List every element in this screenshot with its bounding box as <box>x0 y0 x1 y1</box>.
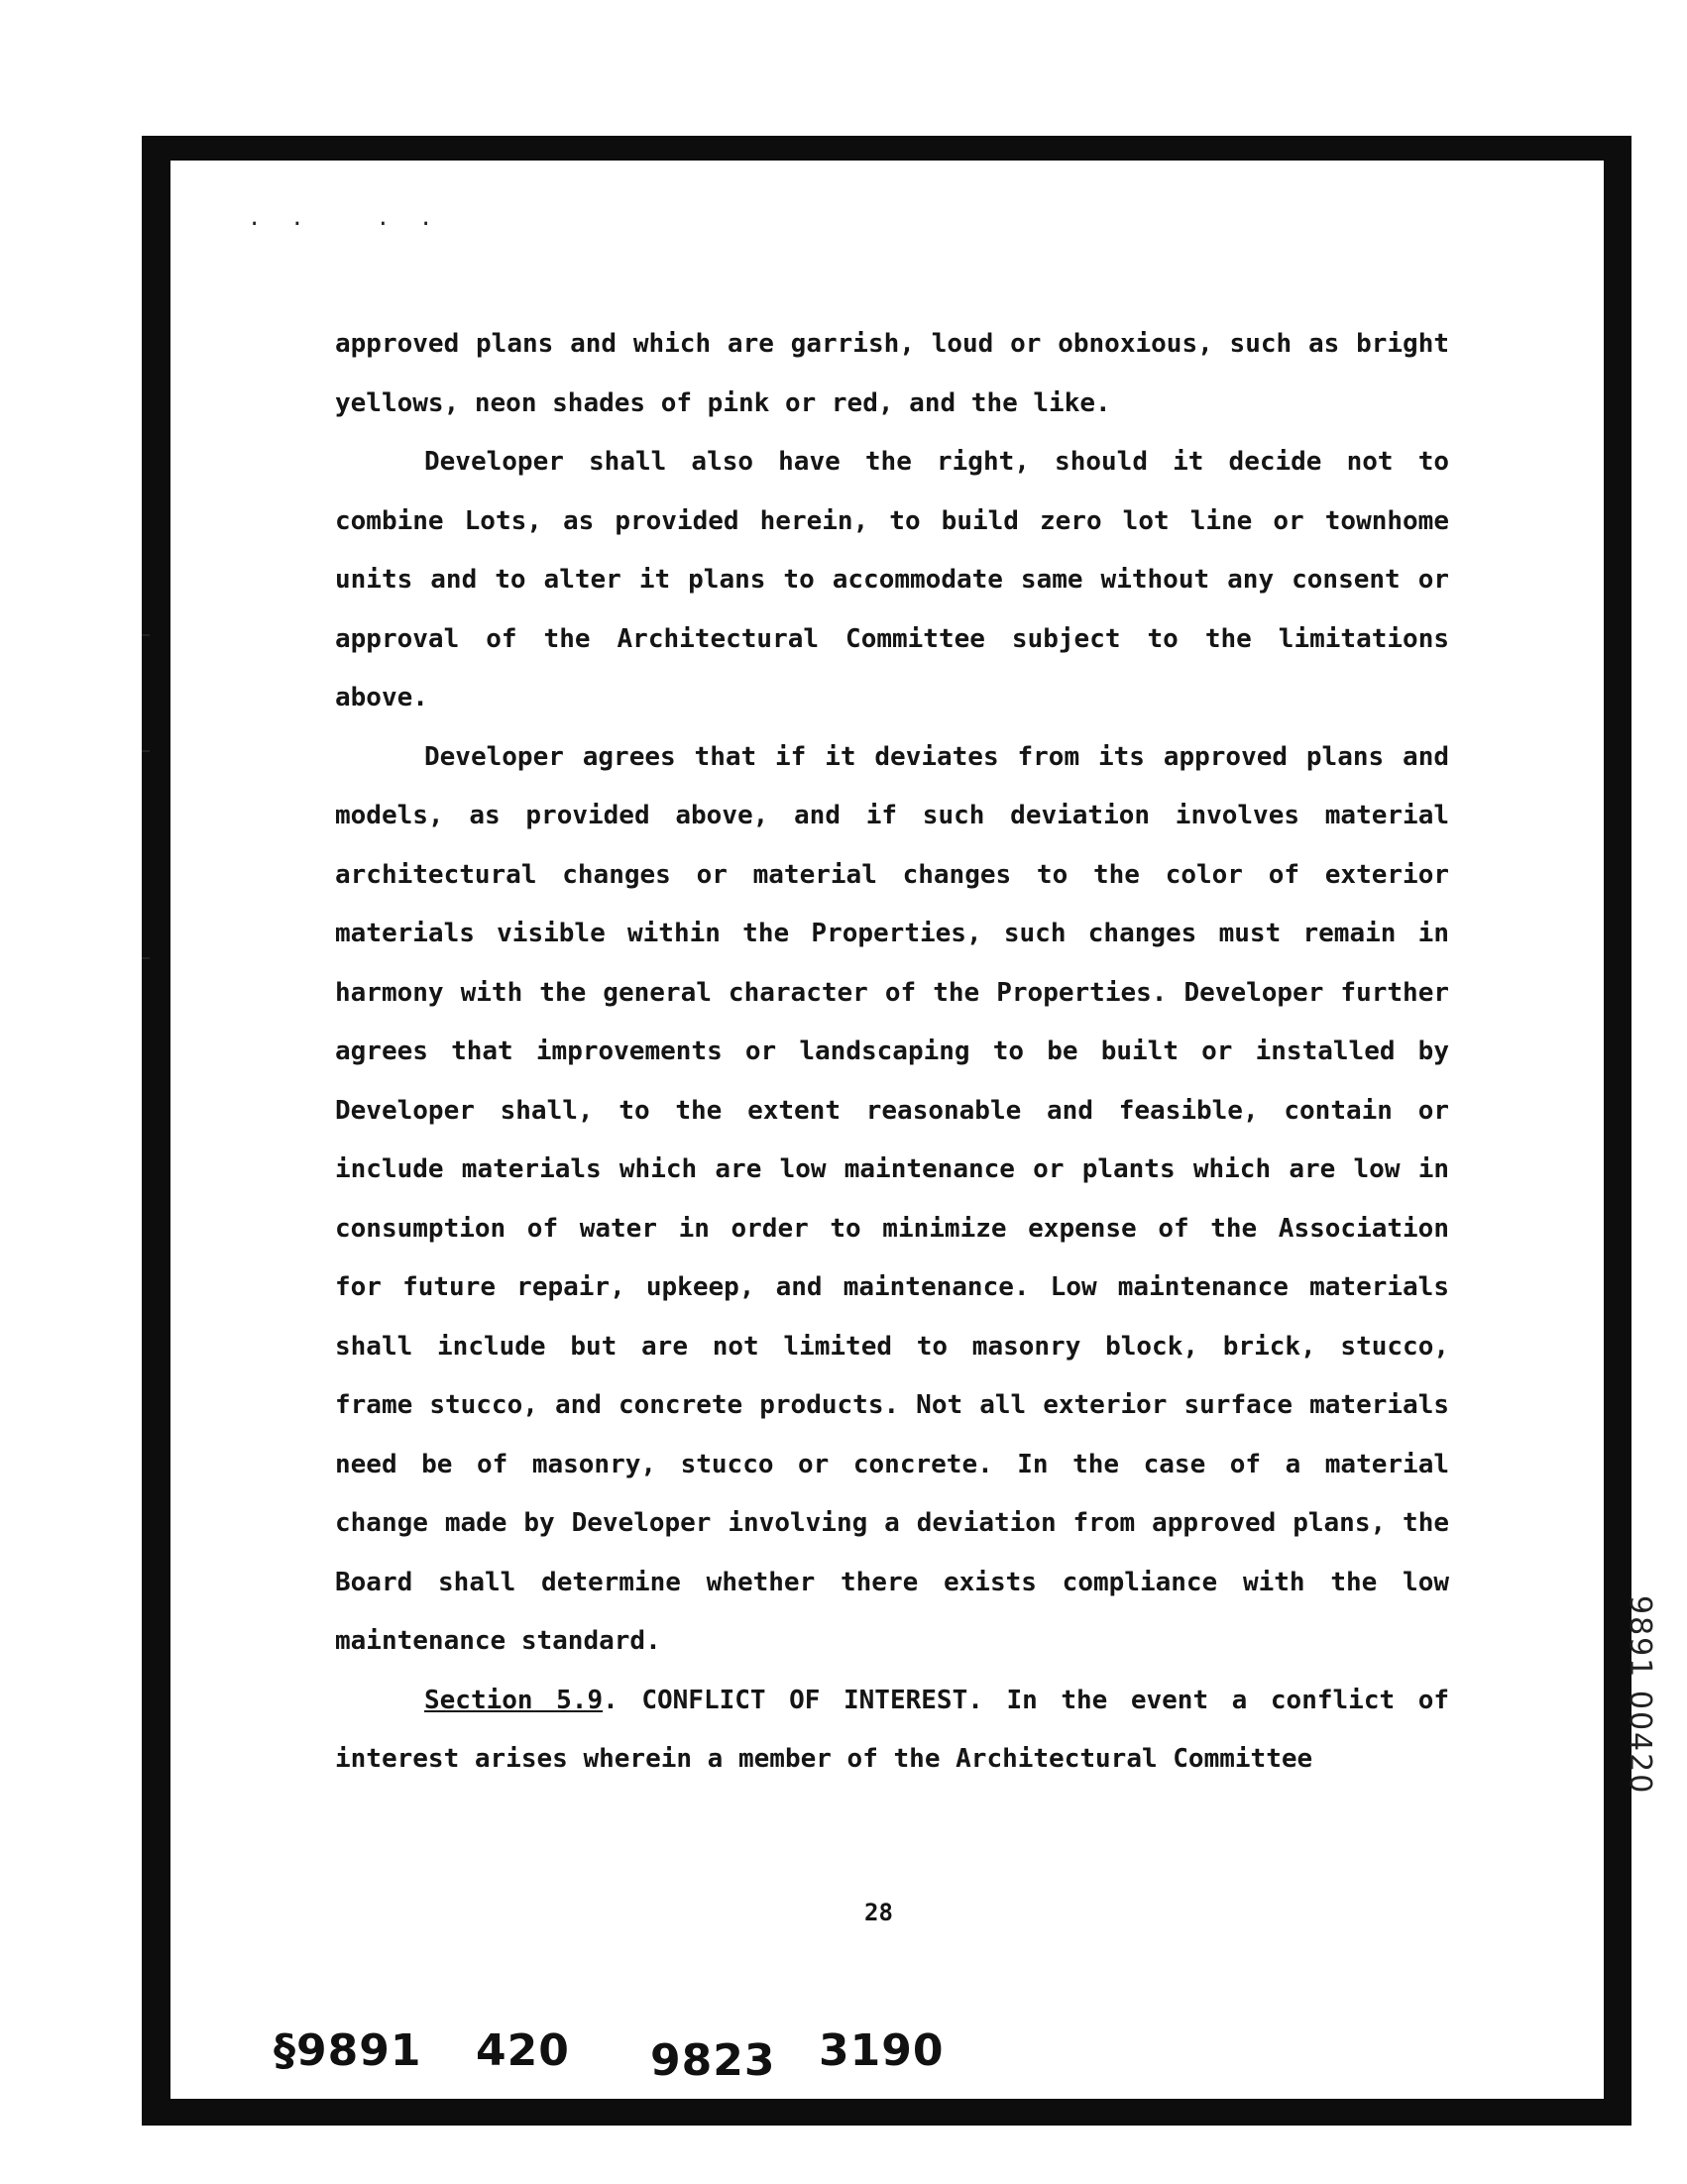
bates-stamp-2: 420 <box>476 2025 570 2076</box>
paragraph-3: Developer agrees that if it deviates from its approved plans and models, as provided above, and if such deviation involves material architectural changes or material changes to the color of exterior materials visible within the Properties, such changes must remain in harmony with the general character of the Properties. Developer further agrees that improvements or landscaping to be built or installed by Developer shall, to the extent reasonable and feasible, contain or include materials which are low maintenance or plants which are low in consumption of water in order to minimize expense of the Association for future repair, upkeep, and maintenance. Low maintenance materials shall include but are not limited to masonry block, brick, stucco, frame stucco, and concrete products. Not all exterior surface materials need be of masonry, stucco or concrete. In the case of a material change made by Developer involving a deviation from approved plans, the Board shall determine whether there exists compliance with the low maintenance standard. <box>335 741 1449 1656</box>
scan-mark <box>142 957 150 959</box>
side-record-number-text: 9891 00420 <box>1623 1595 1657 1796</box>
bates-stamp-4: 3190 <box>819 2025 945 2076</box>
section-text: . CONFLICT OF INTEREST. In the event a conflict of interest arises wherein a member of the Architectural Committee <box>335 1685 1450 1774</box>
side-record-number <box>1622 1595 1657 1845</box>
section-label: Section 5.9 <box>424 1685 604 1715</box>
scan-specks: ·· ·· <box>248 212 463 237</box>
bates-stamp-1: §9891 <box>274 2025 422 2076</box>
paragraph-1: approved plans and which are garrish, loud or obnoxious, such as bright yellows, neon shades of pink or red, and the like. <box>335 329 1449 418</box>
page-number: 28 <box>864 1899 893 1926</box>
scan-mark <box>142 750 150 752</box>
document-body <box>335 315 1449 1790</box>
section-paragraph <box>335 1672 1449 1790</box>
bates-stamp-3: 9823 <box>650 2035 776 2086</box>
scan-mark <box>142 634 150 636</box>
paragraph-2: Developer shall also have the right, should it decide not to combine Lots, as provided herein, to build zero lot line or townhome units and to alter it plans to accommodate same without any consent or approval of the Architectural Committee subject to the limitations above. <box>335 447 1449 712</box>
